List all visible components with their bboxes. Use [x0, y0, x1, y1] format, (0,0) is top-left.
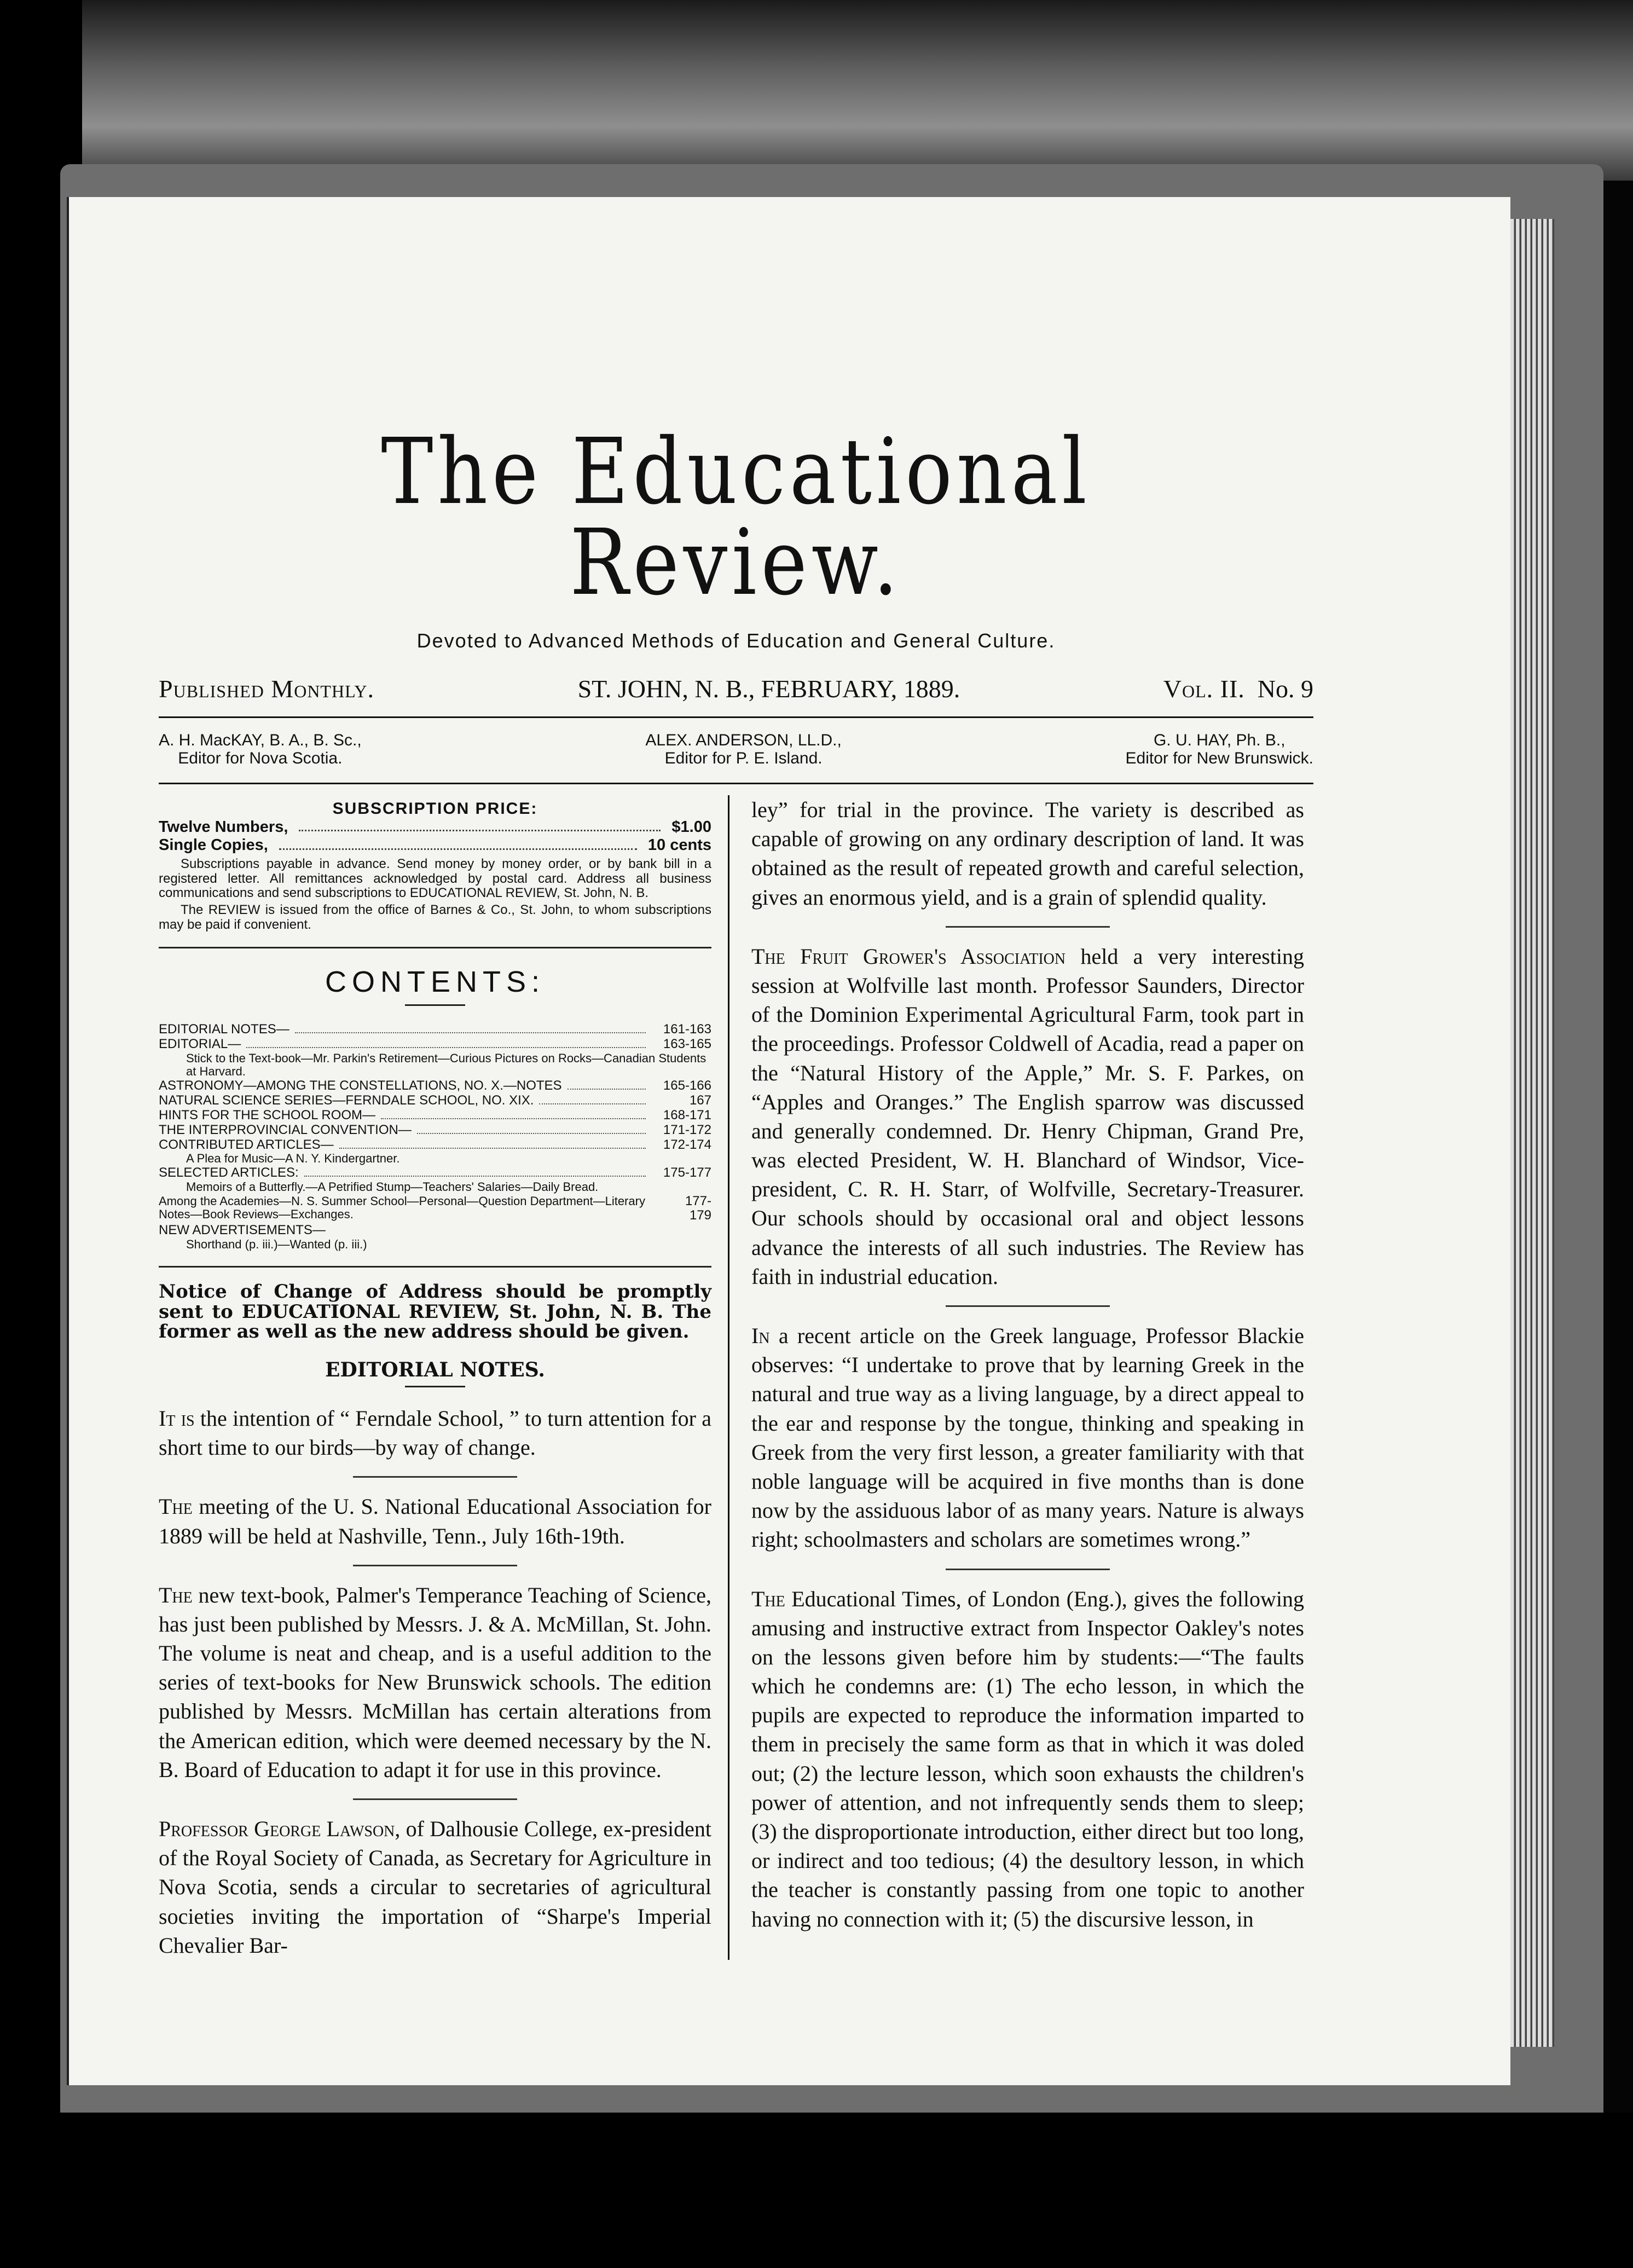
editorial-paragraph — [751, 1584, 1304, 1934]
toc-subentry: Among the Academies—N. S. Summer School—Personal—Question Department—Literary Notes—Book Reviews—Exchanges. — [159, 1194, 645, 1222]
toc-entry — [159, 1094, 711, 1108]
divider — [159, 947, 711, 948]
editor-role: Editor for New Brunswick. — [1125, 749, 1313, 767]
divider — [159, 1266, 711, 1268]
toc-title: EDITORIAL NOTES— — [159, 1022, 289, 1037]
paragraph-separator — [946, 1305, 1110, 1307]
toc-title: HINTS FOR THE SCHOOL ROOM— — [159, 1107, 376, 1123]
left-column — [159, 795, 729, 1960]
toc-title: NATURAL SCIENCE SERIES—FERNDALE SCHOOL, NO. XIX. — [159, 1092, 534, 1108]
subscription-heading: SUBSCRIPTION PRICE: — [332, 800, 538, 818]
divider — [405, 1004, 465, 1006]
toc-title: NEW ADVERTISEMENTS— — [159, 1223, 326, 1238]
paragraph-separator — [946, 1569, 1110, 1570]
editor-new-brunswick — [1126, 731, 1313, 767]
editor-nova-scotia — [159, 731, 362, 767]
toc-entry — [159, 1194, 711, 1224]
paragraph-text: new text-book, Palmer's Temperance Teaching of Science, has just been published by Messrs. J. & A. McMillan, St. John. The volume is neat and cheap, and is a useful addition to the series of text-books for New Brunswick schools. The edition published by Messrs. McMillan has certain alterations from the American edition, which were deemed necessary by the N. B. Board of Education to adapt it for use in this province. — [159, 1582, 711, 1782]
toc-pages: 177-179 — [685, 1193, 711, 1223]
issue-number: No. 9 — [1257, 675, 1313, 703]
publication-line — [159, 674, 1313, 718]
price-value: $1.00 — [671, 818, 711, 836]
leader-dots — [299, 818, 661, 831]
toc-title: EDITORIAL— — [159, 1036, 241, 1051]
editorial-notes-heading: EDITORIAL NOTES. — [325, 1358, 545, 1381]
leader-dots — [304, 1176, 646, 1177]
editor-name: A. H. MacKAY, B. A., B. Sc., — [159, 731, 362, 749]
paragraph-lead: The — [159, 1582, 193, 1607]
masthead-tagline: Devoted to Advanced Methods of Education and General Culture. — [416, 629, 1056, 652]
leader-dots — [339, 1148, 646, 1149]
paragraph-text: of Dalhousie College, ex-president of the Royal Society of Canada, as Secretary for Agriculture in Nova Scotia, sends a circular to secretaries of agricultural societies inviting the importation of “Sharpe's Imperial Chevalier Bar- — [159, 1816, 711, 1958]
paragraph-separator — [353, 1476, 517, 1478]
price-row — [159, 818, 711, 836]
paragraph-text: Educational Times, of London (Eng.), gives the following amusing and instructive extract from Inspector Oakley's notes on the lessons given before him by students:—“The faults which he condemns are: (1) The echo lesson, in which the pupils are expected to reproduce the information imparted to them in precisely the same form as that in which it was doled out; (2) the lecture lesson, which soon exhausts the children's power of attention, and not infrequently sends them to sleep; (3) the disproportionate introduction, either direct but too long, or indirect and too tedious; (4) the desultory lesson, in which the teacher is constantly passing from one topic to another having no connection with it; (5) the discursive lesson, in — [751, 1586, 1304, 1931]
editorial-paragraph — [159, 1492, 711, 1550]
leader-dots — [539, 1103, 646, 1104]
toc-entry — [159, 1108, 711, 1123]
publication-frequency: Published Monthly. — [159, 675, 375, 703]
editors-row — [159, 731, 1313, 784]
paragraph-separator — [353, 1798, 517, 1800]
toc-entry — [159, 1138, 711, 1153]
toc-entry — [159, 1123, 711, 1138]
toc-subentry: Memoirs of a Butterfly.—A Petrified Stump—Teachers' Salaries—Daily Bread. — [186, 1179, 599, 1194]
leader-dots — [279, 836, 637, 849]
editorial-paragraph — [159, 1404, 711, 1462]
leader-dots — [417, 1133, 646, 1134]
toc-title: ASTRONOMY—AMONG THE CONSTELLATIONS, NO. X.—NOTES — [159, 1078, 562, 1094]
paragraph-lead: The Fruit Grower's Association — [751, 944, 1066, 969]
toc-pages: 171-172 — [663, 1122, 711, 1137]
price-row — [159, 836, 711, 854]
editor-role: Editor for Nova Scotia. — [178, 749, 343, 767]
paragraph-text: a recent article on the Greek language, Professor Blackie observes: “I undertake to prove that by learning Greek in the natural and true way as a living language, by a direct appeal to the ear and response by the tongue, thinking and speaking in Greek from the very first lesson, a greater familiarity with that noble language will be acquired in five months than is done now by the assiduous labor of as many years. Nature is always right; schoolmasters and scholars are sometimes wrong.” — [751, 1323, 1304, 1552]
paragraph-text: held a very interesting session at Wolfville last month. Professor Saunders, Director of the Dominion Experimental Agricultural Farm, took part in the proceedings. Professor Coldwell of Acadia, read a paper on the “Natural History of the Apple,” Mr. S. F. Parkes, on “Apples and Oranges.” The English sparrow was discussed and generally condemned. Dr. Henry Chipman, Grand Pre, was elected President, W. H. Blanchard of Windsor, Vice-president, C. R. H. Starr, of Wolfville, Secretary-Treasurer. Our schools should by occasional oral and object lessons advance the interests of all such industries. The Review has faith in industrial education. — [751, 944, 1304, 1289]
leader-dots — [381, 1118, 646, 1119]
editor-pei — [645, 731, 841, 767]
paragraph-separator — [946, 926, 1110, 928]
toc-entry — [159, 1022, 711, 1037]
toc-subentry: Shorthand (p. iii.)—Wanted (p. iii.) — [186, 1237, 367, 1252]
editorial-paragraph — [159, 1814, 711, 1960]
paragraph-lead: The — [159, 1494, 193, 1519]
leader-dots — [568, 1089, 646, 1090]
toc-pages: 163-165 — [663, 1036, 711, 1051]
toc-entry — [159, 1223, 711, 1238]
paragraph-text: the intention of “ Ferndale School, ” to turn attention for a short time to our birds—by way of change. — [159, 1405, 712, 1460]
contents-heading: CONTENTS: — [325, 965, 545, 999]
editorial-paragraph — [159, 1581, 711, 1784]
toc-pages: 165-166 — [663, 1078, 711, 1094]
toc-title: CONTRIBUTED ARTICLES— — [159, 1137, 334, 1152]
toc-pages: 172-174 — [663, 1137, 711, 1152]
toc-pages: 175-177 — [663, 1165, 711, 1181]
right-column — [729, 795, 1304, 1960]
scan-background-bottom — [0, 2113, 1633, 2268]
scan-background-top — [0, 0, 1633, 181]
paragraph-lead: It is — [159, 1405, 195, 1431]
divider — [405, 1386, 465, 1387]
paragraph-text: meeting of the U. S. National Educational Association for 1889 will be held at Nashville, Tenn., July 16th-19th. — [159, 1494, 711, 1548]
paragraph-text: ley” for trial in the province. The variety is described as capable of growing on any ordinary description of land. It was obtained as the result of repeated growth and careful selection, gives an enormous yield, and is a grain of splendid quality. — [751, 797, 1304, 910]
paragraph-lead: The — [751, 1586, 785, 1611]
toc-subentry: Stick to the Text-book—Mr. Parkin's Retirement—Curious Pictures on Rocks—Canadian Students at Harvard. — [186, 1051, 707, 1079]
page-content — [159, 419, 1313, 1960]
editor-role: Editor for P. E. Island. — [664, 749, 823, 767]
masthead-title: The Educational Review. — [381, 419, 1091, 616]
subscription-note: The REVIEW is issued from the office of Barnes & Co., St. John, to whom subscriptions may be paid if convenient. — [159, 902, 711, 933]
toc-pages: 161-163 — [663, 1022, 711, 1037]
paragraph-lead: In — [751, 1323, 770, 1348]
editor-name: ALEX. ANDERSON, LL.D., — [645, 731, 842, 749]
toc-entry — [159, 1079, 711, 1094]
two-column-body — [159, 795, 1313, 1960]
editorial-paragraph — [751, 942, 1304, 1291]
table-of-contents — [159, 1022, 711, 1252]
price-value: 10 cents — [647, 836, 711, 854]
toc-pages: 168-171 — [663, 1107, 711, 1123]
toc-title: SELECTED ARTICLES: — [159, 1165, 299, 1181]
price-label: Single Copies, — [159, 836, 268, 854]
toc-subentry: A Plea for Music—A N. Y. Kindergartner. — [186, 1152, 400, 1166]
editorial-paragraph — [751, 795, 1304, 912]
toc-entry — [159, 1166, 711, 1181]
paragraph-lead: Professor George Lawson, — [159, 1816, 401, 1842]
leader-dots — [295, 1032, 646, 1033]
publication-place-date: ST. JOHN, N. B., FEBRUARY, 1889. — [577, 675, 960, 703]
publication-volume-number — [1163, 674, 1313, 703]
leader-dots — [246, 1047, 646, 1048]
volume: Vol. II. — [1163, 675, 1245, 703]
subscription-note: Subscriptions payable in advance. Send money by money order, or by bank bill in a registered letter. All remittances acknowledged by postal card. Address all business communications and send subscriptions to EDUCATIONAL REVIEW, St. John, N. B. — [159, 856, 711, 901]
toc-entry — [159, 1037, 711, 1052]
editorial-paragraph — [751, 1321, 1304, 1554]
toc-pages: 167 — [689, 1092, 711, 1108]
price-label: Twelve Numbers, — [159, 818, 288, 836]
change-of-address-notice: Notice of Change of Address should be promptly sent to EDUCATIONAL REVIEW, St. John, N. B. The former as well as the new address should be given. — [159, 1280, 711, 1343]
toc-title: THE INTERPROVINCIAL CONVENTION— — [159, 1122, 412, 1137]
editor-name: G. U. HAY, Ph. B., — [1153, 731, 1285, 749]
paragraph-separator — [353, 1565, 517, 1566]
